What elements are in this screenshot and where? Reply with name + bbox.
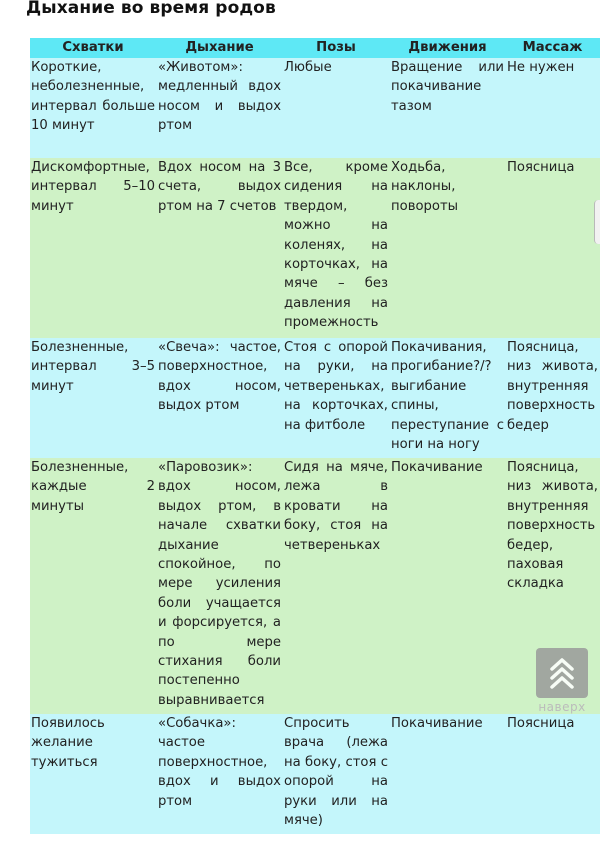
cell-poses: Сидя на мяче, лежа в кровати на боку, стоя на четвереньках (283, 458, 390, 714)
cell-massage: Не нужен (506, 58, 600, 158)
cell-poses: Спросить врача (лежа на боку, стоя с опорой на руки или на мяче) (283, 714, 390, 834)
cell-contractions: Появилось желание тужиться (30, 714, 157, 834)
cell-breathing: «Животом»: медленный вдох носом и выдох ртом (157, 58, 283, 158)
cell-poses: Стоя с опорой на руки, на четвереньках, на корточках, на фитболе (283, 338, 390, 458)
cell-contractions: Дискомфортные, интервал 5–10 минут (30, 158, 157, 338)
chevrons-up-icon (547, 656, 577, 690)
table-row (30, 338, 600, 458)
header-poses: Позы (283, 38, 390, 58)
cell-movements: Покачивание (390, 458, 506, 714)
scroll-to-top-label[interactable]: наверх (538, 700, 586, 714)
cell-breathing: Вдох носом на 3 счета, выдох ртом на 7 счетов (157, 158, 283, 338)
cell-poses: Все, кроме сидения на твердом, можно на коленях, на корточках, на мяче – без давления на промежность (283, 158, 390, 338)
table-row (30, 714, 600, 834)
cell-poses: Любые (283, 58, 390, 158)
table-row (30, 58, 600, 158)
header-breathing: Дыхание (157, 38, 283, 58)
header-massage: Массаж (506, 38, 600, 58)
scroll-to-top-button[interactable] (536, 648, 588, 698)
cell-massage: Поясница, низ живота, внутренняя поверхность бедер, паховая складка (506, 458, 600, 714)
table-header-row (30, 38, 600, 58)
cell-movements: Покачивания, прогибание?/? выгибание спины, переступание с ноги на ногу (390, 338, 506, 458)
header-movements: Движения (390, 38, 506, 58)
side-scroll-handle[interactable] (594, 200, 600, 244)
header-contractions: Схватки (30, 38, 157, 58)
table-row (30, 458, 600, 714)
cell-massage: Поясница, низ живота, внутренняя поверхность бедер (506, 338, 600, 458)
cell-breathing: «Паровозик»: вдох носом, выдох ртом, в начале схватки дыхание спокойное, по мере усиления боли учащается и форсируется, а по мере стихания боли постепенно выравнивается (157, 458, 283, 714)
cell-movements: Ходьба, наклоны, повороты (390, 158, 506, 338)
cell-contractions: Болезненные, интервал 3–5 минут (30, 338, 157, 458)
cell-breathing: «Свеча»: частое, поверхностное, вдох носом, выдох ртом (157, 338, 283, 458)
cell-movements: Вращение или покачивание тазом (390, 58, 506, 158)
cell-breathing: «Собачка»: частое поверхностное, вдох и выдох ртом (157, 714, 283, 834)
cell-contractions: Короткие, неболезненные, интервал больше 10 минут (30, 58, 157, 158)
cell-movements: Покачивание (390, 714, 506, 834)
breathing-table (30, 38, 600, 834)
cell-contractions: Болезненные, каждые 2 минуты (30, 458, 157, 714)
page-title: Дыхание во время родов (26, 0, 276, 18)
table-row (30, 158, 600, 338)
cell-massage: Поясница (506, 714, 600, 834)
cell-massage: Поясница (506, 158, 600, 338)
